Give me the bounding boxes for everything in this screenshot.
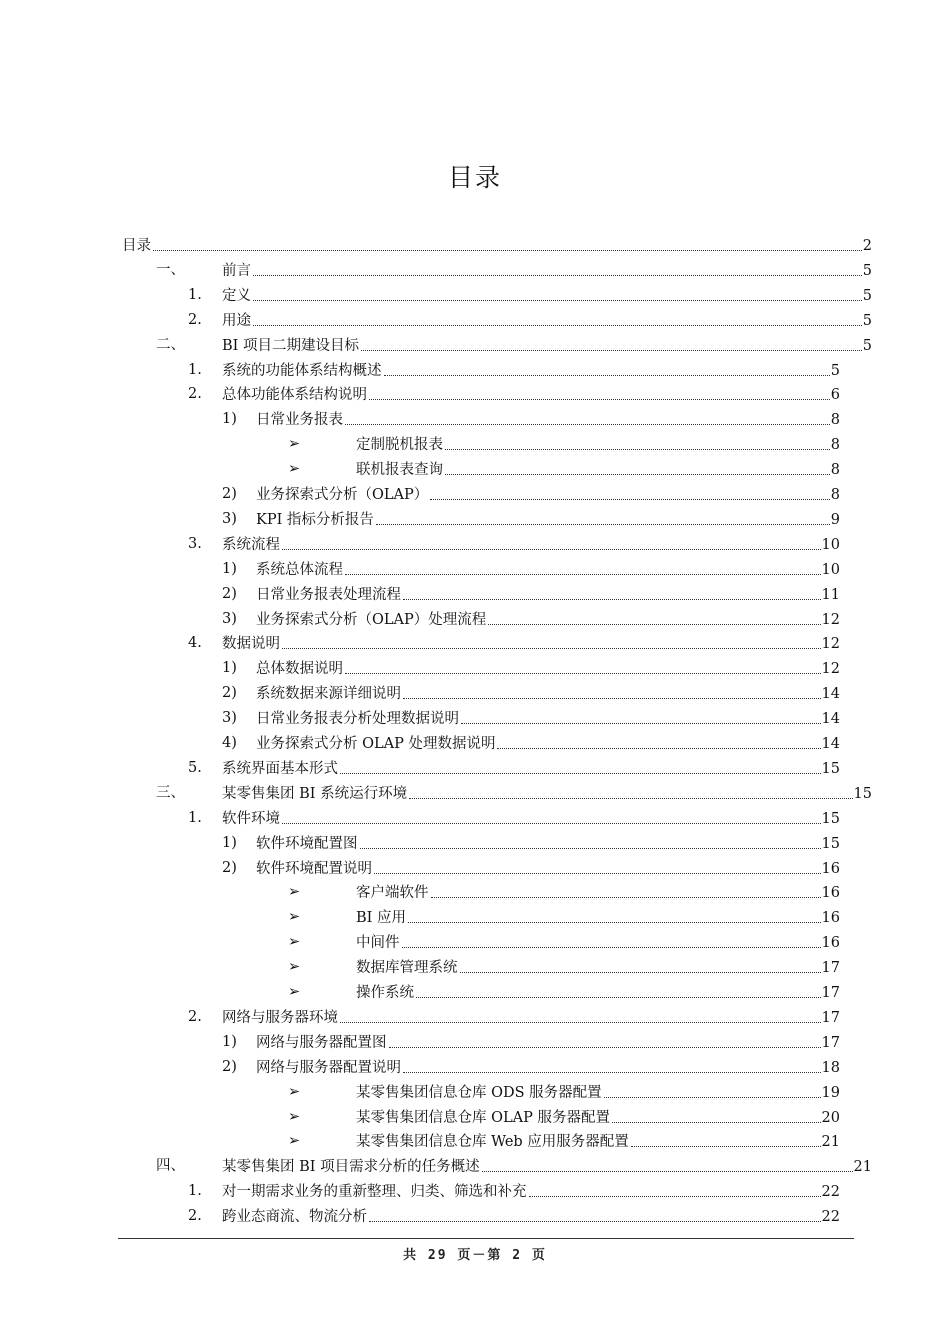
toc-entry-page-number: 8: [830, 462, 840, 479]
toc-entry[interactable]: [222, 332, 872, 356]
toc-entry-title: BI 项目二期建设目标: [222, 337, 359, 354]
toc-entry[interactable]: [222, 755, 840, 779]
toc-entry-page-number: 16: [821, 860, 840, 877]
toc-entry-title: 对一期需求业务的重新整理、归类、筛选和补充: [222, 1184, 527, 1201]
dot-leader: [374, 872, 821, 874]
toc-entry-number: 2): [222, 859, 237, 876]
toc-entry[interactable]: [256, 1054, 840, 1078]
toc-entry[interactable]: [256, 1029, 840, 1053]
toc-entry-page-number: 6: [830, 387, 840, 404]
toc-entry-page-number: 15: [821, 810, 840, 827]
dot-leader: [409, 797, 852, 799]
dot-leader: [460, 971, 821, 973]
dot-leader: [461, 722, 821, 724]
toc-entry-title: 网络与服务器环境: [222, 1009, 338, 1026]
toc-entry[interactable]: [356, 1104, 840, 1128]
toc-entry[interactable]: [222, 1153, 872, 1177]
toc-entry-title: 联机报表查询: [356, 462, 443, 479]
toc-entry-page-number: 15: [821, 760, 840, 777]
toc-entry-page-number: 8: [830, 437, 840, 454]
toc-entry[interactable]: [356, 1128, 840, 1152]
toc-entry-title: 系统总体流程: [256, 561, 343, 578]
toc-entry-title: 某零售集团 BI 系统运行环境: [222, 785, 408, 802]
toc-entry-page-number: 17: [821, 985, 840, 1001]
toc-entry-page-number: 5: [862, 337, 872, 354]
toc-entry-number: 3): [222, 710, 237, 727]
arrow-bullet-icon: ➢: [288, 884, 301, 901]
toc-entry-page-number: 5: [862, 287, 872, 304]
toc-entry[interactable]: [256, 556, 840, 580]
toc-entry-title: 某零售集团信息仓库 Web 应用服务器配置: [356, 1134, 629, 1151]
toc-entry-page-number: 5: [862, 312, 872, 329]
toc-entry-page-number: 9: [830, 511, 840, 528]
toc-entry[interactable]: [256, 830, 840, 854]
toc-entry-title: 日常业务报表分析处理数据说明: [256, 711, 459, 728]
toc-entry-page-number: 5: [830, 362, 840, 379]
toc-entry-title: 客户端软件: [356, 885, 429, 902]
toc-entry-title: KPI 指标分析报告: [256, 511, 374, 528]
dot-leader: [497, 747, 820, 749]
toc-entry[interactable]: [222, 1203, 840, 1227]
toc-entry-number: 1): [222, 660, 237, 677]
toc-entry-page-number: 21: [821, 1134, 840, 1151]
footer-divider: [118, 1238, 854, 1239]
toc-entry-title: 目录: [122, 238, 151, 254]
dot-leader: [253, 324, 862, 326]
dot-leader: [282, 822, 821, 824]
toc-entry-title: 用途: [222, 312, 251, 329]
toc-entry-page-number: 15: [821, 835, 840, 852]
arrow-bullet-icon: ➢: [288, 436, 301, 453]
toc-entry-title: 软件环境配置图: [256, 835, 358, 852]
toc-entry-page-number: 18: [821, 1059, 840, 1076]
toc-entry[interactable]: [256, 481, 840, 505]
toc-entry-title: 业务探索式分析 OLAP 处理数据说明: [256, 736, 496, 752]
toc-entry-number: 2): [222, 585, 237, 602]
toc-entry[interactable]: [222, 1004, 840, 1028]
dot-leader: [403, 598, 821, 600]
dot-leader: [153, 249, 862, 251]
toc-entry-page-number: 12: [821, 661, 840, 678]
toc-entry-title: 操作系统: [356, 985, 414, 1001]
toc-entry[interactable]: [222, 1178, 840, 1202]
toc-entry-page-number: 12: [821, 636, 840, 653]
dot-leader: [369, 398, 830, 400]
toc-entry[interactable]: [256, 855, 840, 879]
toc-entry[interactable]: [356, 929, 840, 953]
arrow-bullet-icon: ➢: [288, 461, 301, 478]
toc-entry-title: 总体数据说明: [256, 661, 343, 678]
toc-entry-title: 数据说明: [222, 636, 280, 653]
toc-entry-page-number: 20: [821, 1109, 840, 1126]
toc-entry-number: 2.: [188, 386, 202, 403]
toc-entry-title: 某零售集团信息仓库 OLAP 服务器配置: [356, 1109, 610, 1126]
toc-entry[interactable]: [222, 531, 840, 555]
toc-entry-number: 一、: [156, 261, 185, 278]
dot-leader: [604, 1096, 821, 1098]
toc-entry-number: 1): [222, 834, 237, 851]
toc-entry[interactable]: [222, 257, 872, 281]
toc-entry-number: 1.: [188, 361, 202, 378]
toc-entry-title: 软件环境: [222, 810, 280, 827]
toc-entry-page-number: 12: [821, 611, 840, 628]
dot-leader: [529, 1195, 821, 1197]
toc-entry-number: 1.: [188, 809, 202, 826]
toc-entry[interactable]: [356, 1079, 840, 1103]
toc-entry-title: 业务探索式分析（OLAP）处理流程: [256, 611, 487, 628]
dot-leader: [282, 548, 821, 550]
toc-entry-number: 3): [222, 510, 237, 527]
dot-leader: [416, 996, 821, 998]
toc-entry-title: 软件环境配置说明: [256, 860, 372, 877]
toc-entry-title: 业务探索式分析（OLAP）: [256, 487, 429, 503]
toc-entry[interactable]: [356, 879, 840, 903]
dot-leader: [482, 1170, 853, 1172]
toc-entry[interactable]: [256, 581, 840, 605]
toc-entry[interactable]: [356, 456, 840, 480]
dot-leader: [376, 523, 830, 525]
toc-entry-number: 2.: [188, 311, 202, 328]
toc-entry-title: BI 应用: [356, 910, 406, 927]
arrow-bullet-icon: ➢: [288, 1083, 301, 1100]
toc-entry-title: 中间件: [356, 935, 400, 952]
toc-entry-number: 2.: [188, 1008, 202, 1025]
toc-entry-number: 三、: [156, 784, 185, 801]
toc-entry-page-number: 8: [830, 412, 840, 429]
toc-entry-number: 2): [222, 1058, 237, 1075]
toc-entry-title: 总体功能体系结构说明: [222, 387, 367, 404]
toc-entry-title: 某零售集团信息仓库 ODS 服务器配置: [356, 1084, 602, 1101]
toc-entry-number: 2): [222, 685, 237, 702]
toc-entry-title: 日常业务报表: [256, 412, 343, 429]
dot-leader: [402, 946, 821, 948]
toc-entry[interactable]: [256, 680, 840, 704]
dot-leader: [253, 299, 862, 301]
page-footer: 共 29 页－第 2 页: [403, 1248, 547, 1263]
toc-entry-page-number: 16: [821, 935, 840, 952]
toc-entry[interactable]: [222, 282, 872, 306]
toc-entry-page-number: 2: [862, 238, 872, 254]
toc-entry-page-number: 22: [821, 1184, 840, 1201]
toc-entry-number: 二、: [156, 336, 185, 353]
toc-entry-number: 5.: [188, 759, 202, 776]
dot-leader: [612, 1121, 821, 1123]
toc-entry-page-number: 14: [821, 736, 840, 752]
toc-entry[interactable]: [256, 506, 840, 530]
toc-entry-number: 3.: [188, 535, 202, 552]
toc-entry-title: 定义: [222, 287, 251, 304]
toc-entry-number: 1): [222, 560, 237, 577]
toc-entry[interactable]: [222, 630, 840, 654]
toc-entry[interactable]: [222, 357, 840, 381]
toc-entry[interactable]: [356, 431, 840, 455]
dot-leader: [384, 374, 830, 376]
toc-entry-number: 1): [222, 411, 237, 428]
toc-entry-page-number: 8: [830, 487, 840, 503]
toc-entry[interactable]: [256, 406, 840, 430]
dot-leader: [488, 623, 820, 625]
toc-entry-number: 1.: [188, 1183, 202, 1200]
toc-entry-page-number: 14: [821, 686, 840, 703]
toc-entry-page-number: 16: [821, 885, 840, 902]
toc-entry[interactable]: [256, 705, 840, 729]
dot-leader: [403, 697, 821, 699]
toc-entry-title: 某零售集团 BI 项目需求分析的任务概述: [222, 1159, 480, 1176]
toc-entry-page-number: 16: [821, 910, 840, 927]
toc-entry-title: 系统的功能体系结构概述: [222, 362, 382, 379]
toc-entry[interactable]: [222, 381, 840, 405]
dot-leader: [445, 448, 830, 450]
toc-entry[interactable]: [356, 979, 840, 1003]
toc-entry-number: 四、: [156, 1158, 185, 1175]
dot-leader: [253, 274, 862, 276]
toc-entry-title: 系统流程: [222, 536, 280, 553]
toc-entry-page-number: 14: [821, 711, 840, 728]
toc-entry-page-number: 11: [821, 586, 840, 603]
arrow-bullet-icon: ➢: [288, 959, 301, 976]
toc-entry[interactable]: [256, 655, 840, 679]
toc-entry-page-number: 15: [853, 785, 872, 802]
toc-entry-number: 2): [222, 486, 237, 502]
dot-leader: [369, 1220, 821, 1222]
dot-leader: [389, 1046, 821, 1048]
toc-entry-number: 4): [222, 735, 237, 751]
dot-leader: [340, 1021, 821, 1023]
toc-entry-number: 1.: [188, 286, 202, 303]
dot-leader: [430, 498, 830, 500]
toc-entry-title: 数据库管理系统: [356, 960, 458, 977]
dot-leader: [403, 1071, 821, 1073]
arrow-bullet-icon: ➢: [288, 909, 301, 926]
dot-leader: [431, 896, 821, 898]
toc-entry-title: 系统界面基本形式: [222, 760, 338, 777]
arrow-bullet-icon: ➢: [288, 1133, 301, 1150]
arrow-bullet-icon: ➢: [288, 1108, 301, 1125]
dot-leader: [340, 772, 821, 774]
toc-entry-page-number: 17: [821, 1009, 840, 1026]
dot-leader: [408, 921, 821, 923]
dot-leader: [445, 473, 830, 475]
toc-entry-page-number: 10: [821, 536, 840, 553]
toc-entry[interactable]: [356, 954, 840, 978]
toc-entry-page-number: 21: [853, 1159, 872, 1176]
toc-entry-title: 日常业务报表处理流程: [256, 586, 401, 603]
toc-entry[interactable]: [222, 780, 872, 804]
toc-entry-page-number: 10: [821, 561, 840, 578]
toc-entry[interactable]: [356, 904, 840, 928]
dot-leader: [345, 423, 830, 425]
dot-leader: [282, 647, 821, 649]
toc-entry-number: 2.: [188, 1208, 202, 1225]
toc-entry[interactable]: [256, 606, 840, 630]
toc-entry-page-number: 19: [821, 1084, 840, 1101]
toc-entry-page-number: 17: [821, 960, 840, 977]
dot-leader: [631, 1145, 821, 1147]
toc-entry-page-number: 5: [862, 262, 872, 279]
toc-entry-page-number: 22: [821, 1209, 840, 1226]
dot-leader: [345, 672, 821, 674]
page-title: 目录: [447, 163, 502, 192]
toc-entry-title: 定制脱机报表: [356, 437, 443, 454]
toc-entry-title: 系统数据来源详细说明: [256, 686, 401, 703]
toc-entry-title: 网络与服务器配置说明: [256, 1059, 401, 1076]
toc-entry-title: 跨业态商流、物流分析: [222, 1209, 367, 1226]
toc-entry[interactable]: [222, 307, 872, 331]
toc-entry-number: 4.: [188, 635, 202, 652]
dot-leader: [345, 573, 821, 575]
toc-entry[interactable]: [122, 232, 872, 256]
arrow-bullet-icon: ➢: [288, 984, 301, 1000]
toc-entry-title: 网络与服务器配置图: [256, 1034, 387, 1051]
toc-entry-number: 1): [222, 1033, 237, 1050]
toc-entry-page-number: 17: [821, 1034, 840, 1051]
toc-entry[interactable]: [256, 730, 840, 754]
toc-entry[interactable]: [222, 805, 840, 829]
toc-entry-title: 前言: [222, 262, 251, 279]
dot-leader: [361, 349, 862, 351]
arrow-bullet-icon: ➢: [288, 934, 301, 951]
dot-leader: [360, 847, 821, 849]
toc-entry-number: 3): [222, 610, 237, 627]
